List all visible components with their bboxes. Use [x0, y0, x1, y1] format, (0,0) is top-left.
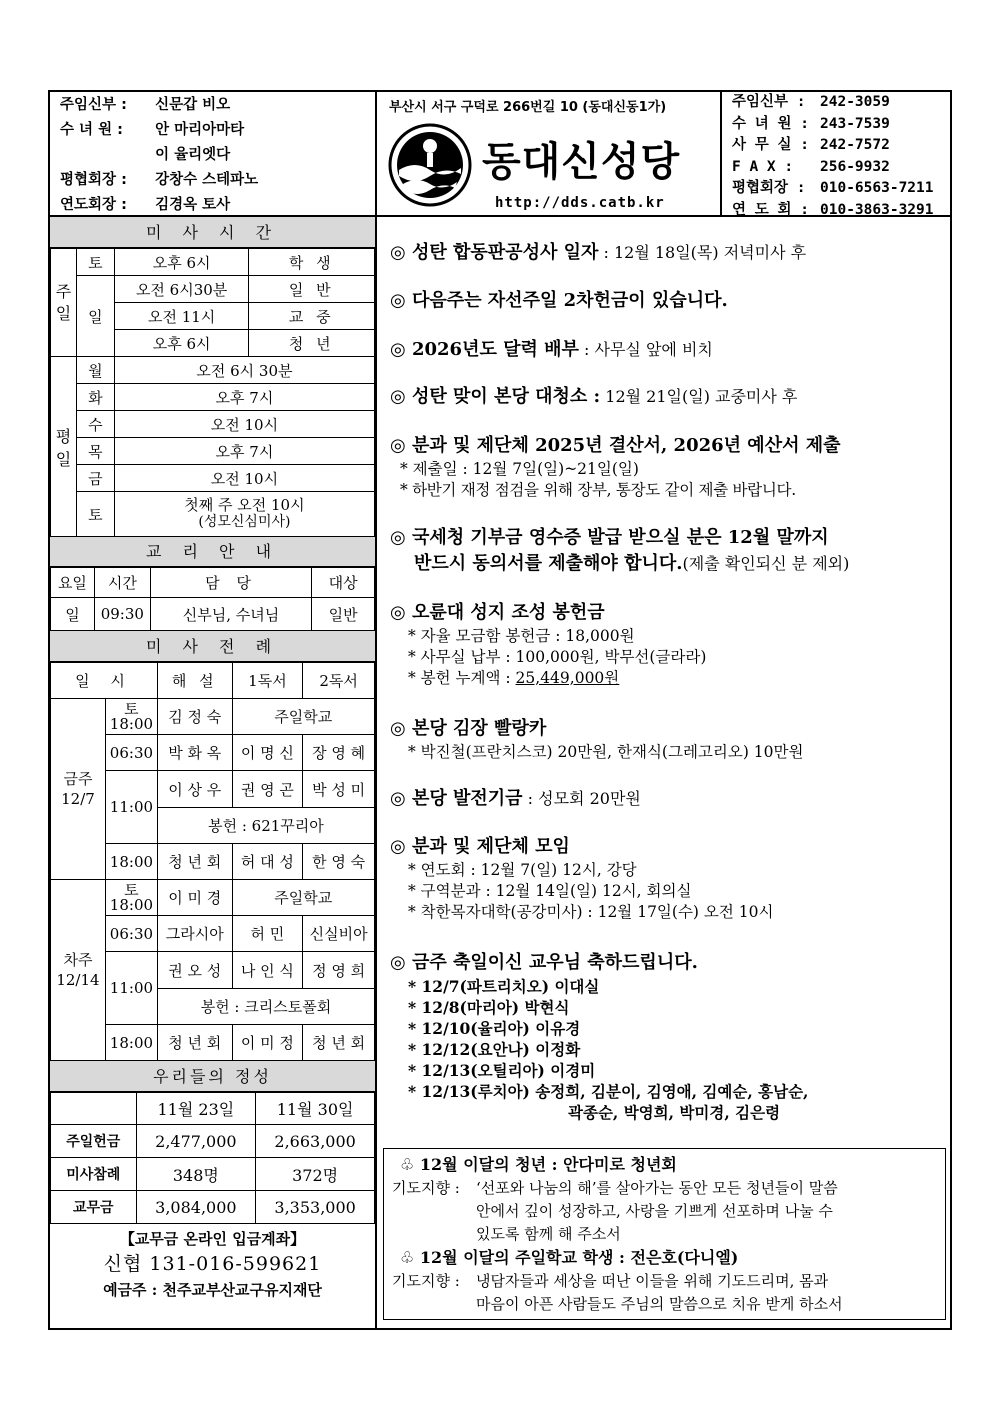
week-label: 금주 12/7	[51, 699, 106, 880]
reading1-cell: 권 영 곤	[232, 771, 303, 808]
offerings-value: 3,353,000	[256, 1191, 375, 1224]
liturgy-header: 2독서	[303, 663, 375, 699]
liturgy-header: 해 설	[157, 663, 232, 699]
header-right	[722, 92, 950, 217]
catechism-cell: 일반	[312, 598, 375, 631]
student-title: ♧ 12월 이달의 주일학교 학생 : 전은호(다니엘)	[400, 1248, 739, 1267]
header-right-row: 수 녀 원 : 243-7539	[732, 115, 890, 132]
commentary-cell: 청 년 회	[157, 1025, 232, 1061]
time-cell: 18:00	[105, 844, 157, 880]
youth-prayer: 기도지향 : ‘선포와 나눔의 해’를 살아가는 동안 모든 청년들이 말씀 안에서 깊이 성장하고, 사랑을 기쁘게 선포하며 나눌 수 있도록 함께 해 주소서	[392, 1179, 838, 1243]
offerings-table	[50, 1092, 375, 1224]
youth-title: ♧ 12월 이달의 청년 : 안다미로 청년회	[400, 1155, 677, 1174]
reading1-cell: 이 미 정	[232, 1025, 303, 1061]
day-cell: 토	[76, 249, 114, 276]
commentary-cell: 박 화 옥	[157, 735, 232, 771]
notice-item: ◎ 다음주는 자선주일 2차헌금이 있습니다.	[390, 290, 728, 311]
offerings-corner	[51, 1093, 137, 1125]
church-url[interactable]: http://dds.catb.kr	[495, 195, 665, 211]
notice-item: ◎ 본당 김장 빨랑카 * 박진철(프란치스코) 20만원, 한재식(그레고리오) 10만원	[390, 718, 804, 761]
time-cell: 11:00	[105, 952, 157, 1025]
time-cell: 토 18:00	[105, 699, 157, 735]
mass-times-title: 미 사 시 간	[50, 217, 375, 248]
offerings-value: 348명	[136, 1158, 256, 1191]
offerings-label: 교무금	[51, 1191, 137, 1224]
offering-cell: 봉헌 : 크리스토폴회	[157, 989, 374, 1025]
reading1-cell: 허 대 성	[232, 844, 303, 880]
commentary-cell: 그라시아	[157, 916, 232, 952]
time-cell: 오후 7시	[114, 438, 374, 465]
catechism-cell: 09:30	[94, 598, 150, 631]
weekday-label: 평 일	[51, 357, 77, 537]
notice-item: ◎ 오륜대 성지 조성 봉헌금 * 자율 모금함 봉헌금 : 18,000원 * 사무실 납부 : 100,000원, 박무선(글라라) * 봉헌 누계액 : 25,449,000원	[390, 602, 707, 687]
mass-times-table	[50, 248, 375, 537]
time-cell: 첫째 주 오전 10시 (성모신심미사)	[114, 492, 374, 537]
reading2-cell: 박 성 미	[303, 771, 375, 808]
catechism-header: 시간	[94, 568, 150, 598]
liturgy-table	[50, 662, 375, 1061]
header-left-row: 이 율리엣다	[155, 147, 231, 163]
header-left-row: 연도회장 : 김경옥 토사	[60, 197, 231, 213]
commentary-cell: 이 상 우	[157, 771, 232, 808]
catechism-cell: 신부님, 수녀님	[150, 598, 311, 631]
liturgy-header: 일 시	[51, 663, 158, 699]
reading1-cell: 허 민	[232, 916, 303, 952]
left-column	[50, 217, 377, 1328]
time-cell: 11:00	[105, 771, 157, 844]
catechism-header: 요일	[51, 568, 95, 598]
time-cell: 오전 6시 30분	[114, 357, 374, 384]
header-right-row: F A X : 256-9932	[732, 158, 890, 175]
notice-item: ◎ 본당 발전기금 : 성모회 20만원	[390, 788, 641, 809]
notice-item: ◎ 성탄 합동판공성사 일자 : 12월 18일(목) 저녁미사 후	[390, 242, 807, 263]
reading1-cell: 이 명 신	[232, 735, 303, 771]
day-cell: 금	[76, 465, 114, 492]
time-cell: 오후 7시	[114, 384, 374, 411]
reading2-cell: 정 영 희	[303, 952, 375, 989]
commentary-cell: 청 년 회	[157, 844, 232, 880]
header-right-row: 주임신부 : 242-3059	[732, 94, 890, 110]
account-holder: 예금주 : 천주교부산교구유지재단	[103, 1281, 322, 1299]
notice-item: ◎ 금주 축일이신 교우님 축하드립니다. * 12/7(파트리치오) 이대실 * 12/8(마리아) 박현식 * 12/10(율리아) 이유경 * 12/12(요안나) 이정화 * 12/13(오틸리아) 이경미 * 12/13(루치아) 송정희, 김분이, 김영애, 김예순, 홍남순, 곽종순, 박영희, 박미경, 김은령	[390, 952, 809, 1122]
reading2-cell: 청 년 회	[303, 1025, 375, 1061]
bulletin-page	[48, 90, 952, 1330]
header-right-row: 연 도 회 : 010-3863-3291	[732, 201, 934, 218]
header-left-row: 평협회장 : 강창수 스테파노	[60, 172, 259, 188]
liturgy-header: 1독서	[232, 663, 303, 699]
readers-cell: 주일학교	[232, 880, 374, 916]
day-cell: 수	[76, 411, 114, 438]
notice-item: ◎ 분과 및 제단체 2025년 결산서, 2026년 예산서 제출 * 제출일 : 12월 7일(일)~21일(일) * 하반기 재정 점검을 위해 장부, 통장도 같이 제출 바랍니다.	[390, 435, 841, 499]
offerings-value: 372명	[256, 1158, 375, 1191]
group-cell: 일 반	[249, 276, 375, 303]
header-center	[377, 92, 722, 217]
church-name: 동대신성당	[482, 139, 681, 185]
time-cell: 오후 6시	[114, 330, 249, 357]
offerings-value: 2,477,000	[136, 1125, 256, 1158]
account-title: 【교무금 온라인 입금계좌】	[119, 1230, 306, 1248]
time-cell: 오후 6시	[114, 249, 249, 276]
group-cell: 학 생	[249, 249, 375, 276]
reading2-cell: 신실비아	[303, 916, 375, 952]
time-cell: 오전 11시	[114, 303, 249, 330]
commentary-cell: 권 오 성	[157, 952, 232, 989]
day-cell: 화	[76, 384, 114, 411]
time-cell: 06:30	[105, 916, 157, 952]
account-box	[50, 1224, 375, 1302]
notice-item: ◎ 분과 및 제단체 모임 * 연도회 : 12월 7(일) 12시, 강당 * 구역분과 : 12월 14일(일) 12시, 회의실 * 착한목자대학(공강미사) : 12월 17일(수) 오전 10시	[390, 836, 774, 921]
week-label: 차주 12/14	[51, 880, 106, 1061]
offerings-value: 2,663,000	[256, 1125, 375, 1158]
catechism-title: 교 리 안 내	[50, 537, 375, 567]
header-left-row: 수 녀 원 : 안 마리아마타	[60, 122, 245, 138]
time-cell: 오전 10시	[114, 411, 374, 438]
notice-item: ◎ 국세청 기부금 영수증 발급 받으실 분은 12월 말까지 반드시 동의서를 제출해야 합니다.(제출 확인되신 분 제외)	[390, 527, 850, 574]
catechism-header: 대상	[312, 568, 375, 598]
reading2-cell: 한 영 숙	[303, 844, 375, 880]
account-number: 신협 131-016-599621	[103, 1253, 322, 1275]
day-cell: 월	[76, 357, 114, 384]
liturgy-title: 미 사 전 례	[50, 631, 375, 662]
commentary-cell: 이 미 경	[157, 880, 232, 916]
monthly-box	[383, 1148, 946, 1320]
time-cell: 오전 10시	[114, 465, 374, 492]
day-cell: 일	[76, 276, 114, 357]
address: 부산시 서구 구덕로 266번길 10 (동대신동1가)	[389, 100, 667, 115]
readers-cell: 주일학교	[232, 699, 374, 735]
reading1-cell: 나 인 식	[232, 952, 303, 989]
header-left	[50, 92, 377, 217]
group-cell: 청 년	[249, 330, 375, 357]
offerings-date: 11월 23일	[136, 1093, 256, 1125]
offerings-label: 미사참례	[51, 1158, 137, 1191]
time-cell: 06:30	[105, 735, 157, 771]
notice-item: ◎ 2026년도 달력 배부 : 사무실 앞에 비치	[390, 339, 713, 360]
catechism-header: 담 당	[150, 568, 311, 598]
offerings-label: 주일헌금	[51, 1125, 137, 1158]
notice-item: ◎ 성탄 맞이 본당 대청소 : 12월 21일(일) 교중미사 후	[390, 386, 798, 407]
reading2-cell: 장 영 혜	[303, 735, 375, 771]
time-cell: 토 18:00	[105, 880, 157, 916]
student-prayer: 기도지향 : 냉담자들과 세상을 떠난 이들을 위해 기도드리며, 몸과 마음이 아픈 사람들도 주님의 말씀으로 치유 받게 하소서	[392, 1272, 843, 1313]
day-cell: 토	[76, 492, 114, 537]
header-right-row: 사 무 실 : 242-7572	[732, 137, 890, 153]
offerings-title: 우리들의 정성	[50, 1061, 375, 1092]
catechism-table	[50, 567, 375, 631]
offerings-value: 3,084,000	[136, 1191, 256, 1224]
header-left-row: 주임신부 : 신문갑 비오	[60, 97, 231, 113]
day-cell: 목	[76, 438, 114, 465]
time-cell: 오전 6시30분	[114, 276, 249, 303]
time-cell: 18:00	[105, 1025, 157, 1061]
commentary-cell: 김 정 숙	[157, 699, 232, 735]
sunday-label: 주 일	[51, 249, 77, 357]
header-right-row: 평협회장 : 010-6563-7211	[732, 180, 934, 196]
catechism-cell: 일	[51, 598, 95, 631]
offerings-date: 11월 30일	[256, 1093, 375, 1125]
group-cell: 교 중	[249, 303, 375, 330]
offering-cell: 봉헌 : 621꾸리아	[157, 808, 374, 844]
church-logo-icon	[385, 120, 475, 210]
